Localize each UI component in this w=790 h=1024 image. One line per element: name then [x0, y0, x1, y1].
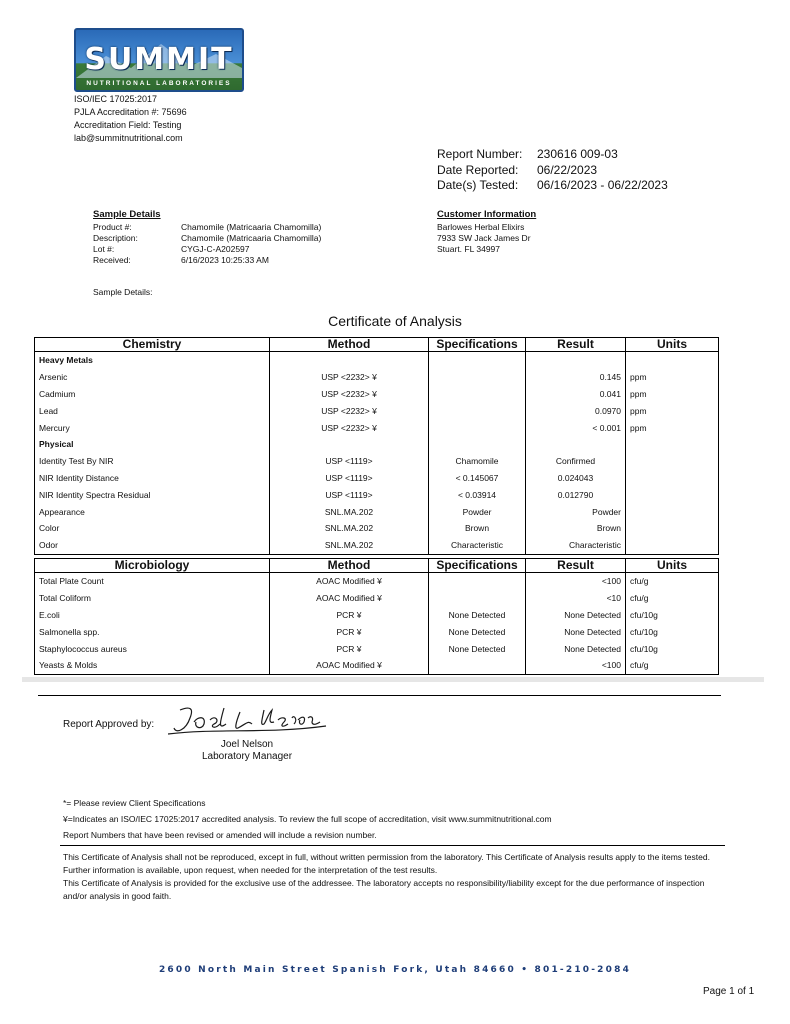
customer-line: Stuart. FL 34997: [437, 244, 501, 254]
note-line: Report Numbers that have been revised or amended will include a revision number.: [63, 830, 377, 840]
method-cell: SNL.MA.202: [270, 520, 429, 537]
approver: [201, 739, 293, 763]
analyte-cell: Lead: [35, 402, 270, 419]
lab-email: lab@summitnutritional.com: [74, 133, 183, 143]
lab-info-line: PJLA Accreditation #: 75696: [74, 107, 187, 117]
units-cell: [626, 520, 719, 537]
table-row: [35, 590, 719, 607]
method-cell: PCR ¥: [270, 623, 429, 640]
method-cell: SNL.MA.202: [270, 537, 429, 554]
method-cell: USP <2232> ¥: [270, 419, 429, 436]
table-row: [35, 537, 719, 554]
method-cell: USP <1119>: [270, 486, 429, 503]
analyte-cell: Mercury: [35, 419, 270, 436]
col-header: Specifications: [429, 338, 526, 352]
analyte-cell: E.coli: [35, 607, 270, 624]
result-cell: Powder: [526, 503, 626, 520]
meta-label: Report Number:: [437, 147, 523, 161]
customer-line: Barlowes Herbal Elixirs: [437, 222, 525, 232]
analyte-cell: NIR Identity Spectra Residual: [35, 486, 270, 503]
gray-band: [22, 677, 764, 682]
disclaimer: [63, 851, 723, 903]
sample-value: CYGJ-C-A202597: [181, 244, 250, 254]
units-cell: [626, 503, 719, 520]
note-line: *= Please review Client Specifications: [63, 798, 206, 808]
result-cell: 0.012790: [526, 486, 626, 503]
page-number: Page 1 of 1: [703, 986, 755, 997]
analyte-cell: Total Plate Count: [35, 573, 270, 590]
empty-cell: [626, 352, 719, 369]
customer-title: Customer Information: [437, 209, 537, 220]
sample-row: [93, 233, 321, 244]
analyte-cell: Staphylococcus aureus: [35, 640, 270, 657]
units-cell: cfu/g: [626, 590, 719, 607]
method-cell: USP <1119>: [270, 470, 429, 487]
result-cell: <100: [526, 573, 626, 590]
spec-cell: [429, 657, 526, 674]
empty-cell: [270, 352, 429, 369]
empty-cell: [526, 436, 626, 453]
units-cell: [626, 537, 719, 554]
method-cell: USP <2232> ¥: [270, 402, 429, 419]
divider: [38, 695, 721, 696]
logo-wordmark: SUMMIT: [84, 42, 234, 77]
notes: [63, 795, 552, 843]
col-header: Method: [270, 559, 429, 573]
analyte-cell: Odor: [35, 537, 270, 554]
method-cell: AOAC Modified ¥: [270, 657, 429, 674]
customer-line: 7933 SW Jack James Dr: [437, 233, 531, 243]
spec-cell: Powder: [429, 503, 526, 520]
col-header: Result: [526, 338, 626, 352]
units-cell: cfu/g: [626, 657, 719, 674]
sample-details-extra: Sample Details:: [93, 287, 153, 297]
method-cell: SNL.MA.202: [270, 503, 429, 520]
table-row: [35, 402, 719, 419]
col-header: Method: [270, 338, 429, 352]
col-header: Specifications: [429, 559, 526, 573]
result-cell: Brown: [526, 520, 626, 537]
report-number-row: [437, 147, 668, 163]
table-row: [35, 470, 719, 487]
spec-cell: [429, 573, 526, 590]
sample-details-title: Sample Details: [93, 209, 161, 220]
analyte-cell: Total Coliform: [35, 590, 270, 607]
method-cell: AOAC Modified ¥: [270, 573, 429, 590]
summit-logo: [74, 28, 244, 92]
meta-value: 230616 009-03: [537, 147, 618, 161]
report-meta: [437, 147, 668, 194]
analyte-cell: NIR Identity Distance: [35, 470, 270, 487]
result-cell: Confirmed: [526, 453, 626, 470]
table-row: [35, 419, 719, 436]
spec-cell: Chamomile: [429, 453, 526, 470]
meta-label: Date(s) Tested:: [437, 178, 519, 192]
group-label: Heavy Metals: [35, 352, 270, 369]
units-cell: cfu/g: [626, 573, 719, 590]
microbiology-header-row: [35, 559, 719, 573]
sample-value: 6/16/2023 10:25:33 AM: [181, 255, 269, 265]
sample-label: Received:: [93, 255, 131, 265]
divider: [60, 845, 725, 846]
spec-cell: None Detected: [429, 623, 526, 640]
units-cell: ppm: [626, 369, 719, 386]
analyte-cell: Identity Test By NIR: [35, 453, 270, 470]
customer-info: [437, 209, 536, 255]
table-row: [35, 369, 719, 386]
result-cell: None Detected: [526, 623, 626, 640]
analyte-cell: Appearance: [35, 503, 270, 520]
date-reported-row: [437, 163, 668, 179]
table-row: [35, 623, 719, 640]
spec-cell: None Detected: [429, 640, 526, 657]
result-cell: 0.0970: [526, 402, 626, 419]
meta-label: Date Reported:: [437, 162, 519, 177]
group-row: [35, 352, 719, 369]
units-cell: [626, 453, 719, 470]
units-cell: cfu/10g: [626, 607, 719, 624]
sample-label: Lot #:: [93, 244, 115, 254]
method-cell: PCR ¥: [270, 607, 429, 624]
analyte-cell: Cadmium: [35, 386, 270, 403]
method-cell: AOAC Modified ¥: [270, 590, 429, 607]
meta-value: 06/16/2023 - 06/22/2023: [537, 178, 668, 192]
table-row: [35, 453, 719, 470]
result-cell: None Detected: [526, 640, 626, 657]
units-cell: cfu/10g: [626, 640, 719, 657]
result-cell: 0.024043: [526, 470, 626, 487]
table-row: [35, 503, 719, 520]
dates-tested-row: [437, 178, 668, 194]
table-row: [35, 640, 719, 657]
analyte-cell: Salmonella spp.: [35, 623, 270, 640]
sample-details: [93, 209, 321, 266]
empty-cell: [626, 436, 719, 453]
spec-cell: None Detected: [429, 607, 526, 624]
lab-address: 2600 North Main Street Spanish Fork, Utah 84660 • 801-210-2084: [158, 965, 632, 975]
spec-cell: [429, 369, 526, 386]
col-header: Units: [626, 338, 719, 352]
empty-cell: [270, 436, 429, 453]
method-cell: USP <2232> ¥: [270, 386, 429, 403]
units-cell: [626, 486, 719, 503]
table-row: [35, 657, 719, 674]
analyte-cell: Color: [35, 520, 270, 537]
sample-value: Chamomile (Matricaaria Chamomilla): [181, 222, 322, 232]
meta-value: 06/22/2023: [537, 162, 598, 177]
result-cell: None Detected: [526, 607, 626, 624]
result-cell: <10: [526, 590, 626, 607]
spec-cell: [429, 402, 526, 419]
col-header: Units: [626, 559, 719, 573]
empty-cell: [429, 436, 526, 453]
note-line: ¥=Indicates an ISO/IEC 17025:2017 accredited analysis. To review the full scope of accreditation, visit www.summitnutritional.com: [63, 814, 552, 824]
method-cell: USP <2232> ¥: [270, 369, 429, 386]
table-row: [35, 486, 719, 503]
microbiology-table: [34, 558, 719, 675]
table-row: [35, 607, 719, 624]
approval-label: Report Approved by:: [63, 719, 155, 730]
disclaimer-para: This Certificate of Analysis shall not be reproduced, except in full, without written permission from the laboratory. This Certificate of Analysis results apply to the items tested. Further information is available, upon request, when needed for the interpretation of the test results.: [63, 852, 710, 875]
empty-cell: [429, 352, 526, 369]
col-header: Chemistry: [35, 338, 270, 352]
spec-cell: [429, 386, 526, 403]
spec-cell: Characteristic: [429, 537, 526, 554]
units-cell: cfu/10g: [626, 623, 719, 640]
lab-info-line: ISO/IEC 17025:2017: [74, 94, 158, 104]
result-cell: 0.145: [526, 369, 626, 386]
result-cell: <100: [526, 657, 626, 674]
result-cell: < 0.001: [526, 419, 626, 436]
spec-cell: [429, 590, 526, 607]
approver-name: Joel Nelson: [220, 739, 274, 750]
spec-cell: < 0.03914: [429, 486, 526, 503]
chemistry-table: [34, 337, 719, 555]
disclaimer-para: This Certificate of Analysis is provided for the exclusive use of the addressee. The laboratory accepts no responsibility/liability except for the due performance of inspection and/or analysis in good faith.: [63, 878, 705, 901]
spec-cell: < 0.145067: [429, 470, 526, 487]
sample-row: [93, 222, 321, 233]
sample-row: [93, 255, 321, 266]
units-cell: [626, 470, 719, 487]
table-row: [35, 386, 719, 403]
col-header: Microbiology: [35, 559, 270, 573]
group-label: Physical: [35, 436, 270, 453]
chemistry-header-row: [35, 338, 719, 352]
sample-row: [93, 244, 321, 255]
sample-value: Chamomile (Matricaaria Chamomilla): [181, 233, 322, 243]
units-cell: ppm: [626, 402, 719, 419]
signature-graphic: [168, 704, 328, 740]
units-cell: ppm: [626, 419, 719, 436]
units-cell: ppm: [626, 386, 719, 403]
spec-cell: Brown: [429, 520, 526, 537]
analyte-cell: Yeasts & Molds: [35, 657, 270, 674]
approver-role: Laboratory Manager: [201, 751, 293, 762]
result-cell: 0.041: [526, 386, 626, 403]
method-cell: PCR ¥: [270, 640, 429, 657]
method-cell: USP <1119>: [270, 453, 429, 470]
lab-info: [74, 93, 187, 145]
table-row: [35, 520, 719, 537]
analyte-cell: Arsenic: [35, 369, 270, 386]
lab-info-line: Accreditation Field: Testing: [74, 120, 182, 130]
col-header: Result: [526, 559, 626, 573]
empty-cell: [526, 352, 626, 369]
coa-title: Certificate of Analysis: [328, 313, 462, 329]
spec-cell: [429, 419, 526, 436]
group-row: [35, 436, 719, 453]
table-row: [35, 573, 719, 590]
sample-label: Product #:: [93, 222, 132, 232]
logo-subtitle: NUTRITIONAL LABORATORIES: [86, 80, 232, 87]
result-cell: Characteristic: [526, 537, 626, 554]
sample-label: Description:: [93, 233, 138, 243]
